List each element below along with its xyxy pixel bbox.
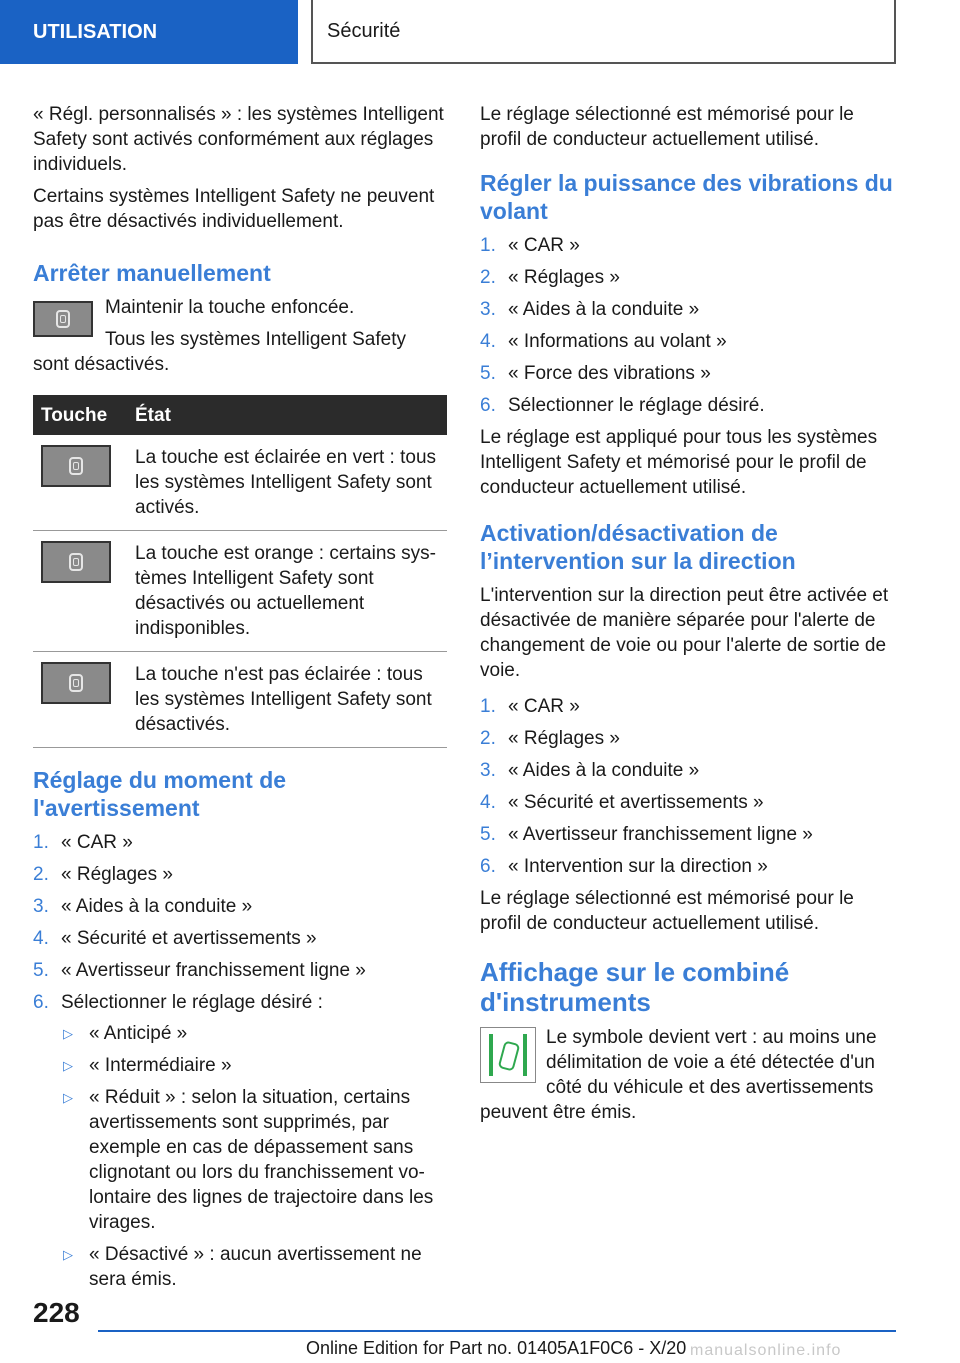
display-description: [480, 1025, 894, 1125]
section-heading: Réglage du moment de l'avertissement: [33, 767, 287, 821]
warning-steps-list: [33, 830, 447, 1292]
table-cell-state: La touche est éclairée en vert : tous les systèmes Intelligent Safety sont activés.: [127, 435, 447, 531]
stop-instruction: [33, 295, 447, 377]
option-item: ▷ « Réduit » : selon la situation, certains avertissements sont supprimés, par exemple en cas de dépassement sans clignotant ou lors du franchissement volontaire des lignes de trajectoire dans les virages.: [63, 1087, 434, 1233]
list-item: 4. « Sécurité et avertissements »: [33, 928, 317, 949]
page-number: 228: [33, 1297, 80, 1328]
table-cell-state: La touche est orange : certains systèmes Intelligent Safety sont désactivés ou actuellement indisponibles.: [127, 531, 447, 652]
vibration-steps-list: [480, 233, 894, 418]
triangle-bullet-icon: ▷: [63, 1026, 73, 1041]
table-row: [33, 435, 447, 531]
list-item: 6. Sélectionner le réglage désiré : ▷ « Anticipé » ▷ « Intermédiaire » ▷ « Réduit » : selon la situation, certains avertissements sont supprimés, par exemple en cas de dépassement sans clignotant ou lors du franchissement volontaire des lignes de trajectoire dans les virages. ▷ « Désactivé » : aucun avertissement ne sera émis.: [33, 990, 447, 1292]
triangle-bullet-icon: ▷: [63, 1058, 73, 1073]
table-row: [33, 652, 447, 748]
stored-note: Le réglage sélectionné est mémorisé pour le profil de conducteur actuellement utilisé.: [480, 888, 854, 934]
table-cell-icon: [33, 435, 127, 531]
list-item: 1. « CAR »: [480, 235, 580, 256]
list-item: 3. « Aides à la conduite »: [480, 760, 700, 781]
intelligent-safety-button-icon: [41, 445, 111, 487]
intelligent-safety-button-icon: [41, 541, 111, 583]
list-item: 1. « CAR »: [480, 696, 580, 717]
table-row: [33, 531, 447, 652]
intelligent-safety-button-icon: [41, 662, 111, 704]
list-item: 5. « Avertisseur franchissement ligne »: [33, 960, 366, 981]
list-item: 3. « Aides à la conduite »: [33, 896, 253, 917]
section-heading: Affichage sur le combiné d'instruments: [480, 957, 790, 1017]
display-text: Le symbole devient vert : au moins une délimitation de voie a été détectée d'un côté du véhicule et des avertissements peuvent être émis.: [480, 1027, 877, 1123]
list-item: 5. « Force des vibrations »: [480, 363, 711, 384]
table-cell-icon: [33, 531, 127, 652]
list-item: 4. « Sécurité et avertissements »: [480, 792, 764, 813]
list-item: 5. « Avertisseur franchissement ligne »: [480, 824, 813, 845]
vibration-note: Le réglage est appliqué pour tous les systèmes Intelligent Safety et mémorisé pour le profil de conducteur actuellement utilisé.: [480, 427, 878, 498]
table-header-button: Touche: [33, 395, 127, 435]
option-item: ▷ « Anticipé »: [63, 1023, 188, 1044]
list-item: 2. « Réglages »: [480, 267, 620, 288]
list-item: 6. « Intervention sur la direction »: [480, 856, 768, 877]
edition-text: Online Edition for Part no. 01405A1F0C6 - X/20: [306, 1338, 687, 1358]
triangle-bullet-icon: ▷: [63, 1247, 73, 1262]
button-state-table: [33, 395, 447, 748]
left-column: [33, 102, 447, 1299]
triangle-bullet-icon: ▷: [63, 1090, 73, 1105]
intro-paragraph: Certains systèmes Intelligent Safety ne peuvent pas être désactivés individuellement.: [33, 186, 435, 232]
steering-intro: L'intervention sur la direction peut être activée et désactivée de manière séparée pour l'alerte de changement de voie ou pour l'alerte de sortie de voie.: [480, 585, 889, 681]
option-item: ▷ « Intermédiaire »: [63, 1055, 232, 1076]
list-item: 2. « Réglages »: [480, 728, 620, 749]
intelligent-safety-button-icon: [33, 301, 93, 337]
list-item: 1. « CAR »: [33, 832, 133, 853]
list-item: 4. « Informations au volant »: [480, 331, 727, 352]
section-heading: Arrêter manuellement: [33, 260, 271, 286]
section-heading: Activation/désactivation de l’intervention sur la direction: [480, 520, 796, 574]
list-item: 2. « Réglages »: [33, 864, 173, 885]
intro-paragraph: « Régl. personnalisés » : les systèmes Intelligent Safety sont activés conformément aux réglages individuels.: [33, 104, 444, 175]
right-column: [480, 102, 894, 1132]
table-header-state: État: [127, 395, 447, 435]
option-list: [61, 1021, 447, 1292]
stop-text: Tous les systèmes Intelligent Safety sont désactivés.: [33, 329, 406, 375]
list-item: 3. « Aides à la conduite »: [480, 299, 700, 320]
section-heading: Régler la puissance des vibrations du volant: [480, 170, 893, 224]
section-tab: [0, 0, 298, 64]
option-item: ▷ « Désactivé » : aucun avertissement ne sera émis.: [63, 1244, 422, 1290]
chapter-tab: [311, 0, 896, 64]
list-item: 6. Sélectionner le réglage désiré.: [480, 395, 765, 416]
steering-steps-list: [480, 694, 894, 879]
watermark: manualsonline.info: [690, 1342, 842, 1359]
stored-note: Le réglage sélectionné est mémorisé pour le profil de conducteur actuellement utilisé.: [480, 104, 854, 150]
chapter-title: Sécurité: [327, 19, 401, 42]
table-cell-icon: [33, 652, 127, 748]
table-cell-state: La touche n'est pas éclairée : tous les systèmes Intelligent Safety sont désactivés.: [127, 652, 447, 748]
section-title: UTILISATION: [33, 20, 158, 43]
lane-departure-symbol-icon: [480, 1027, 536, 1083]
stop-text: Maintenir la touche enfoncée.: [105, 297, 355, 318]
footer-divider: [98, 1330, 896, 1332]
